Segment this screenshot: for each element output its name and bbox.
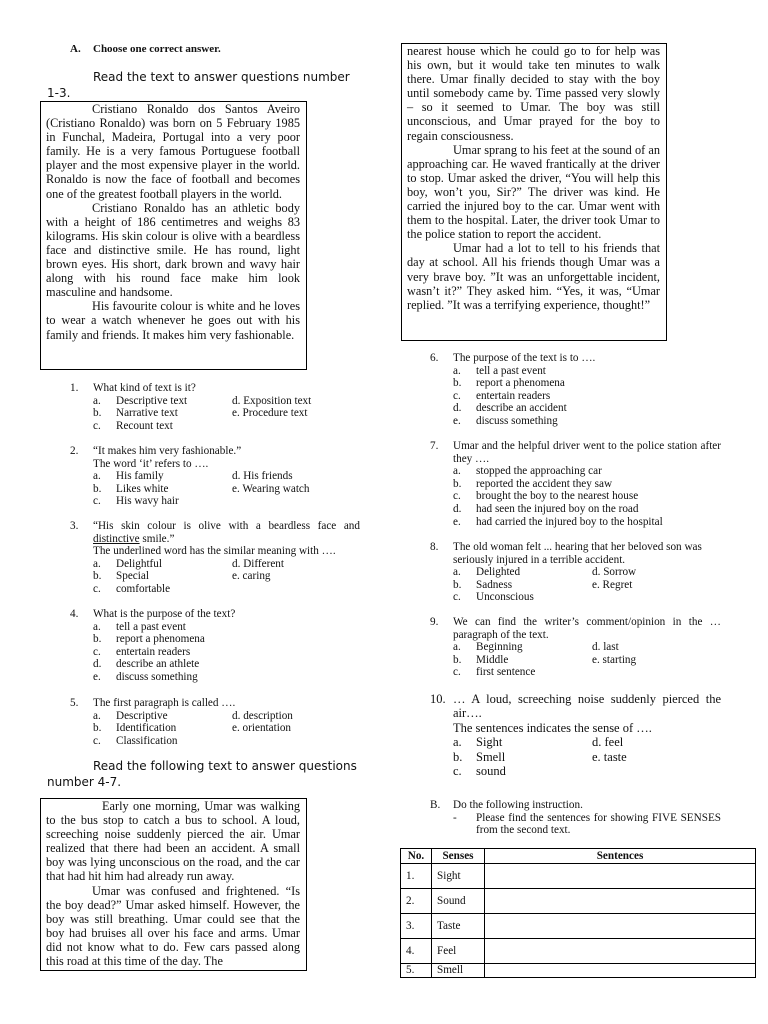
section-a-heading	[70, 43, 221, 56]
option-d[interactable]: d. feel	[592, 735, 624, 750]
option-d[interactable]: d. His friends	[232, 470, 293, 483]
question-stem: What kind of text is it?	[93, 382, 196, 394]
option-a[interactable]: a. Sight	[453, 735, 503, 750]
question-3: 3. “His skin colour is olive with a beardless face and distinctive smile.” The underlined word has the similar meaning with …. a. Delightful b. Special c. comfortable d. Different e. caring	[70, 520, 360, 595]
option-c[interactable]: c. comfortable	[93, 582, 171, 595]
question-stem: What is the purpose of the text?	[93, 608, 236, 620]
option-e[interactable]: e. discuss something	[453, 414, 558, 427]
table-header-row	[401, 849, 756, 864]
option-e[interactable]: e. Procedure text	[232, 407, 308, 420]
section-b-instruction: Please find the sentences for showing FIVE SENSES from the second text.	[476, 811, 721, 837]
option-a[interactable]: a. Beginning	[453, 641, 523, 654]
option-b[interactable]: b. Likes white	[93, 482, 169, 495]
row-sentence-cell[interactable]	[485, 889, 756, 914]
question-stem-2: The underlined word has the similar meaning with ….	[93, 545, 336, 558]
senses-table	[400, 848, 756, 978]
row-sense: Smell	[432, 964, 485, 978]
instruction-1: Read the text to answer questions number 1-3.	[47, 70, 350, 100]
option-e[interactable]: e. starting	[592, 653, 637, 666]
option-e[interactable]: e. had carried the injured boy to the hospital	[453, 515, 663, 528]
option-d[interactable]: d. description	[232, 709, 293, 722]
section-a-letter: A.	[70, 43, 81, 55]
question-stem: We can find the writer’s comment/opinion in the … paragraph of the text.	[453, 616, 721, 641]
row-sentence-cell[interactable]	[485, 914, 756, 939]
row-sentence-cell[interactable]	[485, 939, 756, 964]
option-a[interactable]: a. His family	[93, 470, 164, 483]
section-a-title: Choose one correct answer.	[93, 43, 221, 55]
reading-text-1	[40, 101, 307, 370]
question-7: 7. Umar and the helpful driver went to the police station after they …. a. stopped the approaching car b. reported the accident they saw c. brought the boy to the nearest house d. had seen the injured boy on the road e. had carried the injured boy to the hospital	[430, 440, 721, 528]
row-number: 4.	[401, 939, 432, 964]
option-c[interactable]: c. Classification	[93, 734, 178, 747]
option-a[interactable]: a. Delighted	[453, 566, 521, 579]
question-5: 5. The first paragraph is called …. a. Descriptive b. Identification c. Classification d. description e. orientation	[70, 697, 390, 748]
option-b[interactable]: b. Special	[93, 570, 149, 583]
question-number: 1.	[70, 382, 79, 394]
question-stem: “It makes him very fashionable.”	[93, 445, 242, 457]
question-stem-2: The sentences indicates the sense of ….	[453, 720, 652, 735]
option-d[interactable]: d. Sorrow	[592, 566, 637, 579]
row-sense: Feel	[432, 939, 485, 964]
question-4: 4. What is the purpose of the text? a. tell a past event b. report a phenomena c. entertain readers d. describe an athlete e. discuss something	[70, 608, 390, 685]
option-d[interactable]: d. Different	[232, 557, 284, 570]
option-d[interactable]: d. had seen the injured boy on the road	[453, 502, 639, 515]
option-c[interactable]: c. Recount text	[93, 419, 173, 432]
question-6: 6. The purpose of the text is to …. a. tell a past event b. report a phenomena c. entertain readers d. describe an accident e. discuss something	[430, 352, 750, 429]
table-row	[401, 889, 756, 914]
underlined-word: distinctive	[93, 532, 140, 545]
option-b[interactable]: b. Narrative text	[93, 407, 178, 420]
option-c[interactable]: c. Unconscious	[453, 591, 534, 604]
row-number: 1.	[401, 864, 432, 889]
question-stem: The old woman felt ... hearing that her beloved son was seriously injured in a terrible accident.	[453, 541, 702, 566]
reading-text-2-part-2	[401, 43, 667, 341]
instruction-2: Read the following text to answer questions number 4-7.	[47, 759, 357, 789]
text1-paragraph-1: Cristiano Ronaldo dos Santos Aveiro (Cristiano Ronaldo) was born on 5 February 1985 in Funchal, Madeira, Portugal into a very poor family. He is a very famous Portuguese football player and the most expensive player in the world. Ronaldo is now the face of football and becomes one of the greatest football players in the world.	[46, 102, 300, 201]
option-c[interactable]: c. entertain readers	[453, 389, 551, 402]
option-c[interactable]: c. entertain readers	[93, 645, 191, 658]
section-b-heading: B. Do the following instruction.	[430, 799, 583, 811]
option-d[interactable]: d. Exposition text	[232, 394, 312, 407]
table-row	[401, 864, 756, 889]
option-e[interactable]: e. Regret	[592, 578, 633, 591]
question-stem: The first paragraph is called ….	[93, 697, 236, 709]
question-1	[70, 382, 390, 433]
question-stem: “His skin colour is olive with a beardless face and distinctive smile.”	[93, 520, 360, 545]
row-number: 2.	[401, 889, 432, 914]
text2-paragraph-2: Umar was confused and frightened. “Is the boy dead?” Umar asked himself. However, the boy was still breathing. Umar could see that the boy had bruises all over his face and arms. Umar did not know what to do. Few cars passed along this road at this time of the day. The	[46, 883, 300, 969]
text2-paragraph-4: Umar sprang to his feet at the sound of an approaching car. He waved frantically at the driver to stop. Umar asked the driver, “You will help this boy, won’t you, Sir?” The driver was kind. He carried the injured boy to the car. Umar went with them to the hospital. Later, the driver took Umar to the police station to report the accident.	[407, 142, 660, 242]
text2-paragraph-1: Early one morning, Umar was walking to the bus stop to catch a bus to school. A loud, screeching noise suddenly pierced the air. Umar realized that there had been an accident. A small boy was lying unconscious on the road, and the car that had hit him had already run away.	[46, 799, 300, 884]
text1-paragraph-3: His favourite colour is white and he loves to wear a watch whenever he goes out with his family and friends. It makes him very fashionable.	[46, 299, 300, 342]
option-a[interactable]: a. Descriptive	[93, 709, 168, 722]
row-number: 3.	[401, 914, 432, 939]
text2-paragraph-5: Umar had a lot to tell to his friends that day at school. All his friends though Umar was a very brave boy. ”It was an unforgettable incident, wasn’t it?” They asked him. “Yes, it was, “Umar replied. ”It was a terrifying experience, thought!”	[407, 241, 660, 312]
question-2: 2. “It makes him very fashionable.” The word ‘it’ refers to …. a. His family b. Likes white c. His wavy hair d. His friends e. Wearing watch	[70, 445, 390, 508]
option-b[interactable]: b. report a phenomena	[93, 633, 205, 646]
row-number: 5.	[401, 964, 432, 978]
option-e[interactable]: e. caring	[232, 570, 271, 583]
option-a[interactable]: a. tell a past event	[453, 364, 546, 377]
section-b	[430, 799, 721, 837]
header-sentences: Sentences	[485, 849, 756, 864]
question-10: 10. … A loud, screeching noise suddenly pierced the air…. The sentences indicates the sense of …. a. Sight b. Smell c. sound d. feel e. taste	[430, 692, 721, 779]
option-b[interactable]: b. report a phenomena	[453, 377, 565, 390]
table-row	[401, 914, 756, 939]
bullet-dash: -	[453, 811, 457, 824]
row-sentence-cell[interactable]	[485, 864, 756, 889]
table-row	[401, 964, 756, 978]
option-e[interactable]: e. orientation	[232, 722, 292, 735]
question-stem: … A loud, screeching noise suddenly pierced the air….	[453, 692, 721, 721]
row-sense: Sight	[432, 864, 485, 889]
option-d[interactable]: d. describe an accident	[453, 402, 567, 415]
option-b[interactable]: b. Identification	[93, 722, 177, 735]
option-e[interactable]: e. taste	[592, 749, 627, 764]
option-d[interactable]: d. last	[592, 641, 619, 654]
text2-paragraph-3: nearest house which he could go to for help was his own, but it would take ten minutes to walk there. Umar finally decided to stay with the boy until somebody came by. Time passed very slowly – so it seemed to Umar. The boy was still unconscious, and Umar prayed for the boy to regain consciousness.	[407, 44, 660, 143]
option-c[interactable]: c. His wavy hair	[93, 495, 179, 508]
question-stem: The purpose of the text is to ….	[453, 352, 596, 364]
table-row	[401, 939, 756, 964]
row-sentence-cell[interactable]	[485, 964, 756, 978]
option-b[interactable]: b. Smell	[453, 749, 506, 764]
header-no: No.	[401, 849, 432, 864]
question-stem-2: The word ‘it’ refers to ….	[93, 457, 209, 470]
text1-paragraph-2: Cristiano Ronaldo has an athletic body with a height of 186 centimetres and weighs 83 kilograms. His skin colour is olive with a beardless face and distinctive smile. He has round, light brown eyes. His short, dark brown and wavy hair along with his round face make him look masculine and handsome.	[46, 200, 300, 300]
header-senses: Senses	[432, 849, 485, 864]
option-b[interactable]: b. Sadness	[453, 578, 513, 591]
option-e[interactable]: e. Wearing watch	[232, 482, 310, 495]
option-a[interactable]: a. Descriptive text	[93, 394, 188, 407]
option-a[interactable]: a. tell a past event	[93, 620, 186, 633]
question-9: 9. We can find the writer’s comment/opinion in the … paragraph of the text. a. Beginning b. Middle c. first sentence d. last e. starting	[430, 616, 721, 679]
option-a[interactable]: a. Delightful	[93, 557, 162, 570]
row-sense: Taste	[432, 914, 485, 939]
question-8: 8. The old woman felt ... hearing that her beloved son was seriously injured in a terrible accident. a. Delighted b. Sadness c. Unconscious d. Sorrow e. Regret	[430, 541, 721, 604]
reading-text-2-part-1	[40, 798, 307, 971]
option-e[interactable]: e. discuss something	[93, 670, 198, 683]
option-c[interactable]: c. sound	[453, 764, 506, 779]
option-b[interactable]: b. reported the accident they saw	[453, 477, 613, 490]
option-c[interactable]: c. brought the boy to the nearest house	[453, 490, 639, 503]
option-b[interactable]: b. Middle	[453, 653, 509, 666]
option-c[interactable]: c. first sentence	[453, 666, 536, 679]
question-stem: Umar and the helpful driver went to the police station after they ….	[453, 440, 721, 465]
row-sense: Sound	[432, 889, 485, 914]
option-a[interactable]: a. stopped the approaching car	[453, 465, 602, 478]
option-d[interactable]: d. describe an athlete	[93, 658, 200, 671]
